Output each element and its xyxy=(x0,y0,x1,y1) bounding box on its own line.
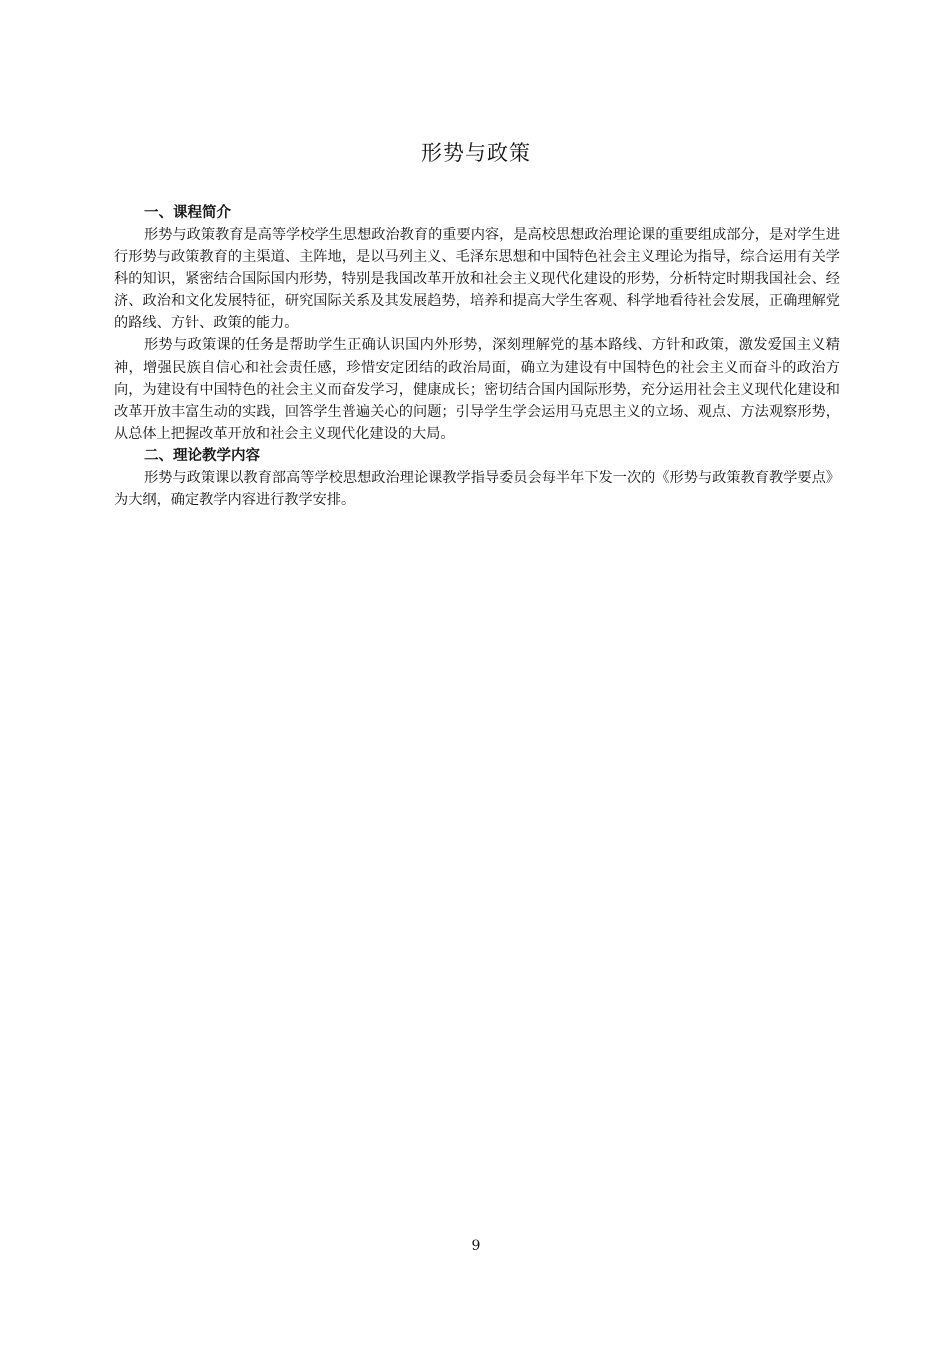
document-body xyxy=(114,202,840,511)
paragraph: 形势与政策教育是高等学校学生思想政治教育的重要内容，是高校思想政治理论课的重要组成部分，是对学生进行形势与政策教育的主渠道、主阵地，是以马列主义、毛泽东思想和中国特色社会主义理论为指导，综合运用有关学科的知识，紧密结合国际国内形势，特别是我国改革开放和社会主义现代化建设的形势，分析特定时期我国社会、经济、政治和文化发展特征，研究国际关系及其发展趋势，培养和提高大学生客观、科学地看待社会发展，正确理解党的路线、方针、政策的能力。 xyxy=(114,227,840,332)
section-heading-theory-content: 二、理论教学内容 xyxy=(144,447,260,464)
paragraph: 形势与政策课以教育部高等学校思想政治理论课教学指导委员会每半年下发一次的《形势与政策教育教学要点》为大纲，确定教学内容进行教学安排。 xyxy=(114,469,840,509)
section-heading-introduction: 一、课程简介 xyxy=(144,205,231,221)
page-number: 9 xyxy=(471,1238,481,1254)
page-title: 形势与政策 xyxy=(421,141,531,165)
paragraph: 形势与政策课的任务是帮助学生正确认识国内外形势，深刻理解党的基本路线、方针和政策，激发爱国主义精神，增强民族自信心和社会责任感，珍惜安定团结的政治局面，确立为建设有中国特色的社会主义而奋斗的政治方向，为建设有中国特色的社会主义而奋发学习，健康成长；密切结合国内国际形势，充分运用社会主义现代化建设和改革开放丰富生动的实践，回答学生普遍关心的问题；引导学生学会运用马克思主义的立场、观点、方法观察形势，从总体上把握改革开放和社会主义现代化建设的大局。 xyxy=(114,337,840,442)
